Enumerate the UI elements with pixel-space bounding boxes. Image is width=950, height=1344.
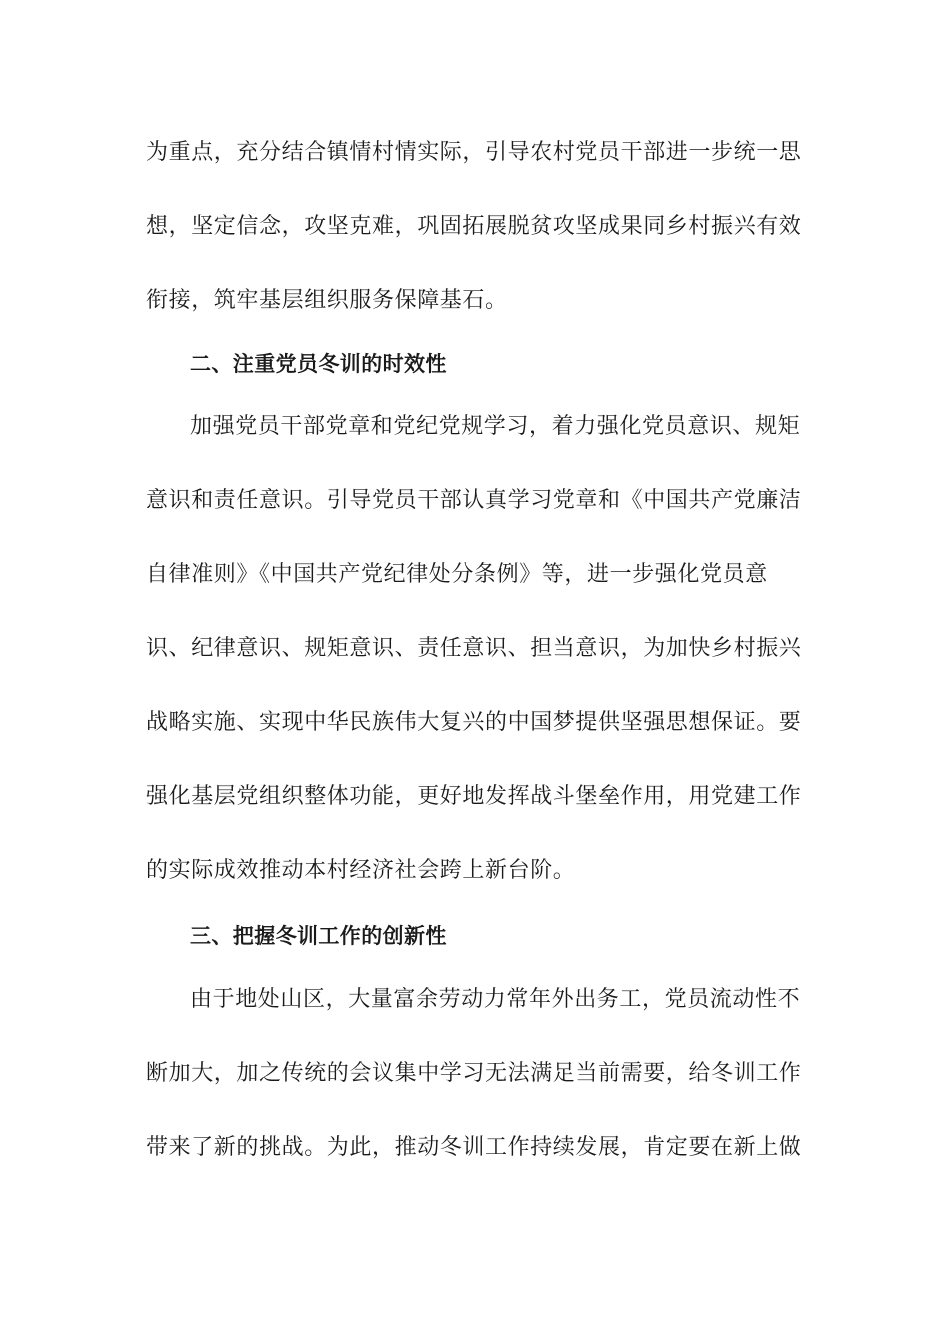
paragraph-1-line-3: 衔接，筑牢基层组织服务保障基石。 [146,288,508,313]
section-heading-2: 二、注重党员冬训的时效性 [190,352,447,376]
paragraph-1-line-2: 想，坚定信念，攻坚克难，巩固拓展脱贫攻坚成果同乡村振兴有效 [146,214,802,239]
paragraph-3-line-3: 带来了新的挑战。为此，推动冬训工作持续发展，肯定要在新上做 [146,1135,802,1160]
paragraph-2-line-7: 的实际成效推动本村经济社会跨上新台阶。 [146,858,576,883]
paragraph-2-line-3: 自律准则》《中国共产党纪律处分条例》等，进一步强化党员意 [146,562,768,587]
paragraph-3-line-2: 断加大，加之传统的会议集中学习无法满足当前需要，给冬训工作 [146,1061,802,1086]
paragraph-2-line-1: 加强党员干部党章和党纪党规学习，着力强化党员意识、规矩 [190,414,801,439]
paragraph-2-line-6: 强化基层党组织整体功能，更好地发挥战斗堡垒作用，用党建工作 [146,784,802,809]
paragraph-1-line-1: 为重点，充分结合镇情村情实际，引导农村党员干部进一步统一思 [146,140,802,165]
paragraph-3-line-1: 由于地处山区，大量富余劳动力常年外出务工，党员流动性不 [190,987,801,1012]
section-heading-3: 三、把握冬训工作的创新性 [190,924,447,948]
paragraph-2-line-5: 战略实施、实现中华民族伟大复兴的中国梦提供坚强思想保证。要 [146,710,802,735]
paragraph-2-line-4: 识、纪律意识、规矩意识、责任意识、担当意识，为加快乡村振兴 [146,636,802,661]
paragraph-2-line-2: 意识和责任意识。引导党员干部认真学习党章和《中国共产党廉洁 [146,488,802,513]
